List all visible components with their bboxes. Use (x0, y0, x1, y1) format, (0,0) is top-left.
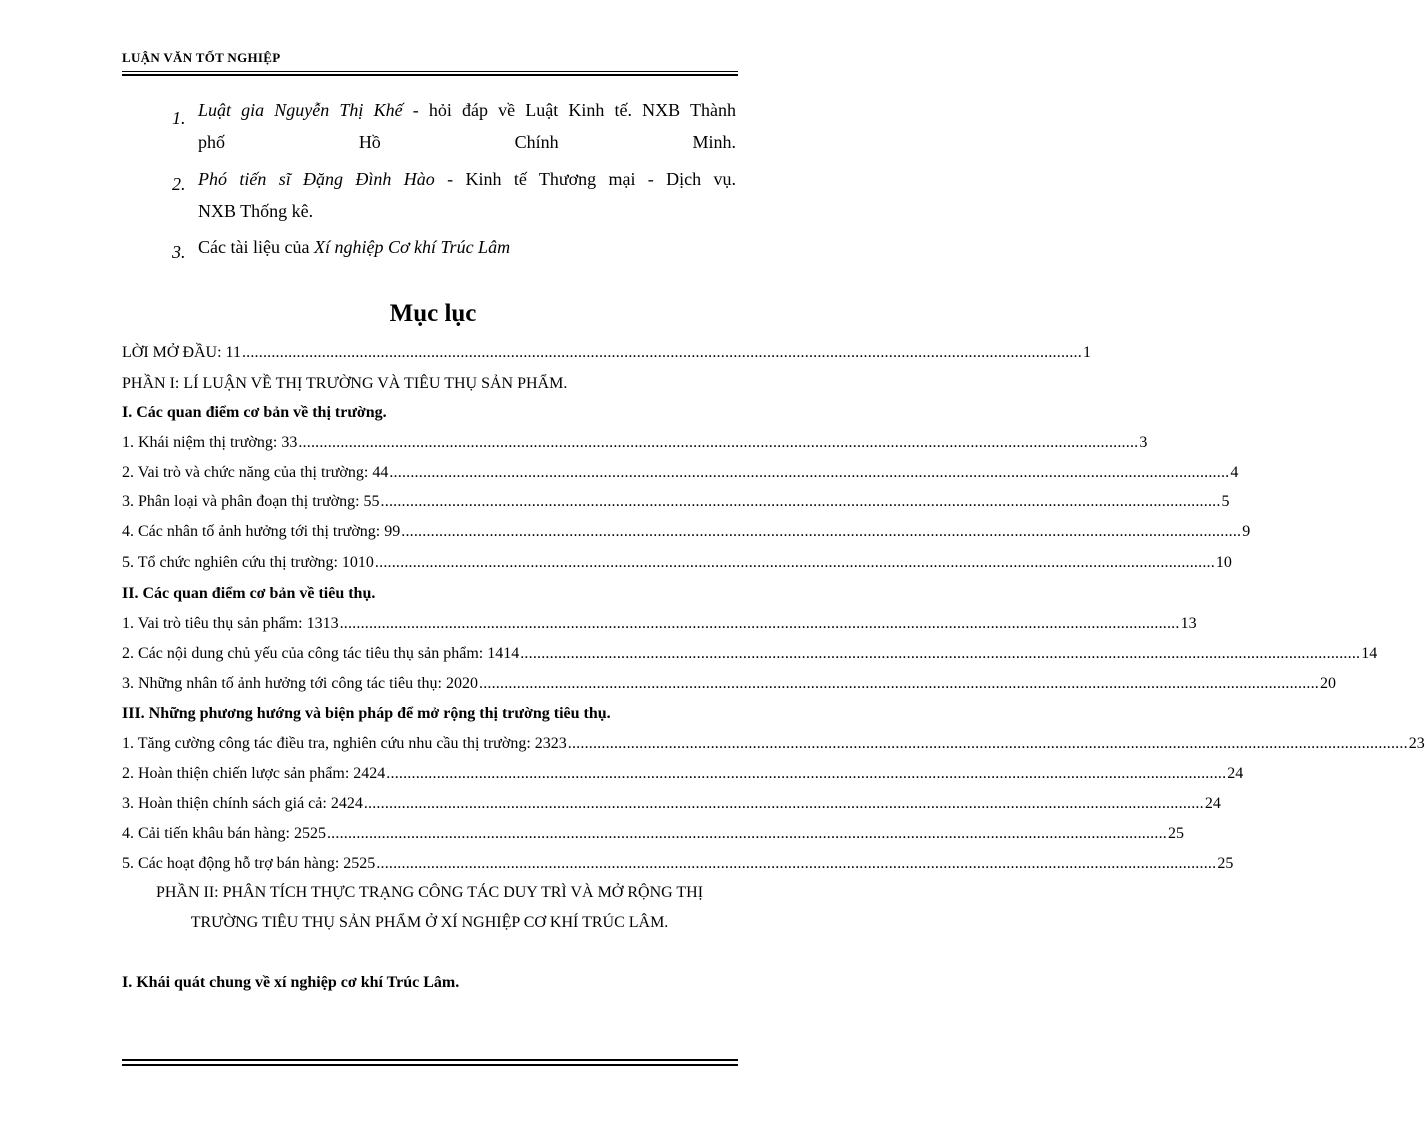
toc-page-number: 24 (1227, 765, 1244, 782)
toc-page-number: 20 (1320, 675, 1336, 692)
toc-leader: ........................................................................................................................................................................................................ (363, 795, 1204, 812)
toc-entry[interactable]: 3. Hoàn thiện chính sách giá cả: 2424 ........................................................................................................................................................................................................ 24 (122, 795, 1221, 812)
toc-entry[interactable]: 2. Các nội dung chủ yếu của công tác tiêu thụ sản phẩm: 1414 ........................................................................................................................................................................................................ 14 (122, 645, 1378, 662)
toc-entry[interactable]: 1. Vai trò tiêu thụ sản phẩm: 1313 ........................................................................................................................................................................................................ 13 (122, 615, 1197, 632)
header-title: LUẬN VĂN TỐT NGHIỆP (122, 50, 281, 65)
toc-entry[interactable]: 1. Khái niệm thị trường: 33 ........................................................................................................................................................................................................ 3 (122, 434, 1148, 451)
toc-entry[interactable]: 3. Phân loại và phân đoạn thị trường: 55 ........................................................................................................................................................................................................ 5 (122, 493, 1230, 510)
toc-leader: ........................................................................................................................................................................................................ (376, 855, 1217, 872)
toc-entry[interactable]: 5. Các hoạt động hỗ trợ bán hàng: 2525 ........................................................................................................................................................................................................ 25 (122, 855, 1234, 872)
header-rule-thick (122, 74, 738, 76)
toc-leader: ........................................................................................................................................................................................................ (401, 523, 1242, 540)
reference-item (198, 94, 736, 158)
toc-leader: ........................................................................................................................................................................................................ (567, 735, 1408, 752)
reference-text: Các tài liệu của (198, 237, 314, 257)
toc-entry[interactable]: 2. Vai trò và chức năng của thị trường: 44 ........................................................................................................................................................................................................ 4 (122, 464, 1239, 481)
toc-leader: ........................................................................................................................................................................................................ (380, 493, 1221, 510)
toc-page-number: 23 (1408, 735, 1425, 752)
header-rule-thin (122, 71, 738, 72)
reference-word: Hồ (358, 132, 381, 152)
toc-leader: ........................................................................................................................................................................................................ (520, 645, 1361, 662)
reference-source: Xí nghiệp Cơ khí Trúc Lâm (313, 237, 511, 257)
toc-section-heading[interactable]: I. Khái quát chung về xí nghiệp cơ khí Trúc Lâm. (122, 974, 460, 991)
toc-part-heading[interactable]: PHẦN II: PHÂN TÍCH THỰC TRẠNG CÔNG TÁC DUY TRÌ VÀ MỞ RỘNG THỊ TRƯỜNG TIÊU THỤ SẢN PHẨM Ở XÍ NGHIỆP CƠ KHÍ TRÚC LÂM. (155, 884, 704, 931)
toc-leader: ........................................................................................................................................................................................................ (479, 675, 1319, 692)
toc-entry[interactable]: 3. Những nhân tố ảnh hưởng tới công tác tiêu thụ: 2020 ........................................................................................................................................................................................................ 20 (122, 675, 1336, 692)
toc-entry[interactable]: 4. Cải tiến khâu bán hàng: 2525 ........................................................................................................................................................................................................ 25 (122, 825, 1184, 842)
toc-leader: ........................................................................................................................................................................................................ (374, 554, 1215, 571)
toc-page-number: 24 (1204, 795, 1221, 812)
reference-word: phố (198, 132, 225, 152)
toc-leader: ........................................................................................................................................................................................................ (241, 344, 1082, 361)
reference-word: Chính (514, 132, 559, 152)
toc-leader: ........................................................................................................................................................................................................ (389, 464, 1230, 481)
toc-entry[interactable]: LỜI MỞ ĐẦU: 11 ........................................................................................................................................................................................................ 1 (122, 344, 1091, 361)
toc-leader: ........................................................................................................................................................................................................ (298, 434, 1139, 451)
toc-entry[interactable]: 1. Tăng cường công tác điều tra, nghiên cứu nhu cầu thị trường: 2323 ........................................................................................................................................................................................................ 23 (122, 735, 1425, 752)
reference-item (198, 163, 736, 227)
toc-page-number: 25 (1167, 825, 1184, 842)
toc-leader: ........................................................................................................................................................................................................ (339, 615, 1180, 632)
toc-section-heading[interactable]: III. Những phương hướng và biện pháp để mở rộng thị trường tiêu thụ. (122, 705, 611, 722)
toc-page-number: 5 (1221, 493, 1230, 510)
toc-entry[interactable]: 2. Hoàn thiện chiến lược sản phẩm: 2424 ........................................................................................................................................................................................................ 24 (122, 765, 1244, 782)
reference-text: - Kinh tế Thương mại - Dịch vụ. (434, 169, 736, 189)
toc-page-number: 4 (1230, 464, 1239, 481)
toc-page-number: 25 (1217, 855, 1234, 872)
toc-page-number: 13 (1180, 615, 1197, 632)
toc-page-number: 14 (1361, 645, 1378, 662)
toc-entry[interactable]: 5. Tổ chức nghiên cứu thị trường: 1010 ........................................................................................................................................................................................................ 10 (122, 554, 1232, 571)
footer-rule-thick (122, 1059, 738, 1061)
toc-leader: ........................................................................................................................................................................................................ (386, 765, 1227, 782)
reference-author: Phó tiến sĩ Đặng Đình Hào (198, 169, 435, 189)
toc-title: Mục lục (389, 300, 477, 327)
reference-line2: NXB Thống kê. (198, 201, 314, 221)
toc-entry[interactable]: 4. Các nhân tố ảnh hưởng tới thị trường: 99 ........................................................................................................................................................................................................ 9 (122, 523, 1251, 540)
reference-number: 1. (172, 108, 186, 128)
toc-section-heading[interactable]: II. Các quan điểm cơ bản về tiêu thụ. (122, 585, 376, 602)
toc-page-number: 9 (1242, 523, 1251, 540)
reference-word: Minh. (692, 132, 736, 152)
toc-page-number: 10 (1215, 554, 1232, 571)
toc-page-number: 3 (1139, 434, 1148, 451)
reference-number: 3. (172, 242, 186, 262)
toc-leader: ........................................................................................................................................................................................................ (326, 825, 1167, 842)
reference-text: - hỏi đáp về Luật Kinh tế. NXB Thành (402, 100, 736, 120)
toc-section-heading[interactable]: I. Các quan điểm cơ bản về thị trường. (122, 404, 387, 421)
reference-line2 (198, 126, 736, 158)
reference-number: 2. (172, 174, 186, 194)
reference-item (198, 231, 736, 263)
footer-rule-thick (122, 1064, 738, 1066)
toc-part-heading[interactable]: PHẦN I: LÍ LUẬN VỀ THỊ TRƯỜNG VÀ TIÊU THỤ SẢN PHẨM. (122, 375, 568, 392)
toc-page-number: 1 (1082, 344, 1091, 361)
reference-author: Luật gia Nguyễn Thị Khế (198, 100, 403, 120)
